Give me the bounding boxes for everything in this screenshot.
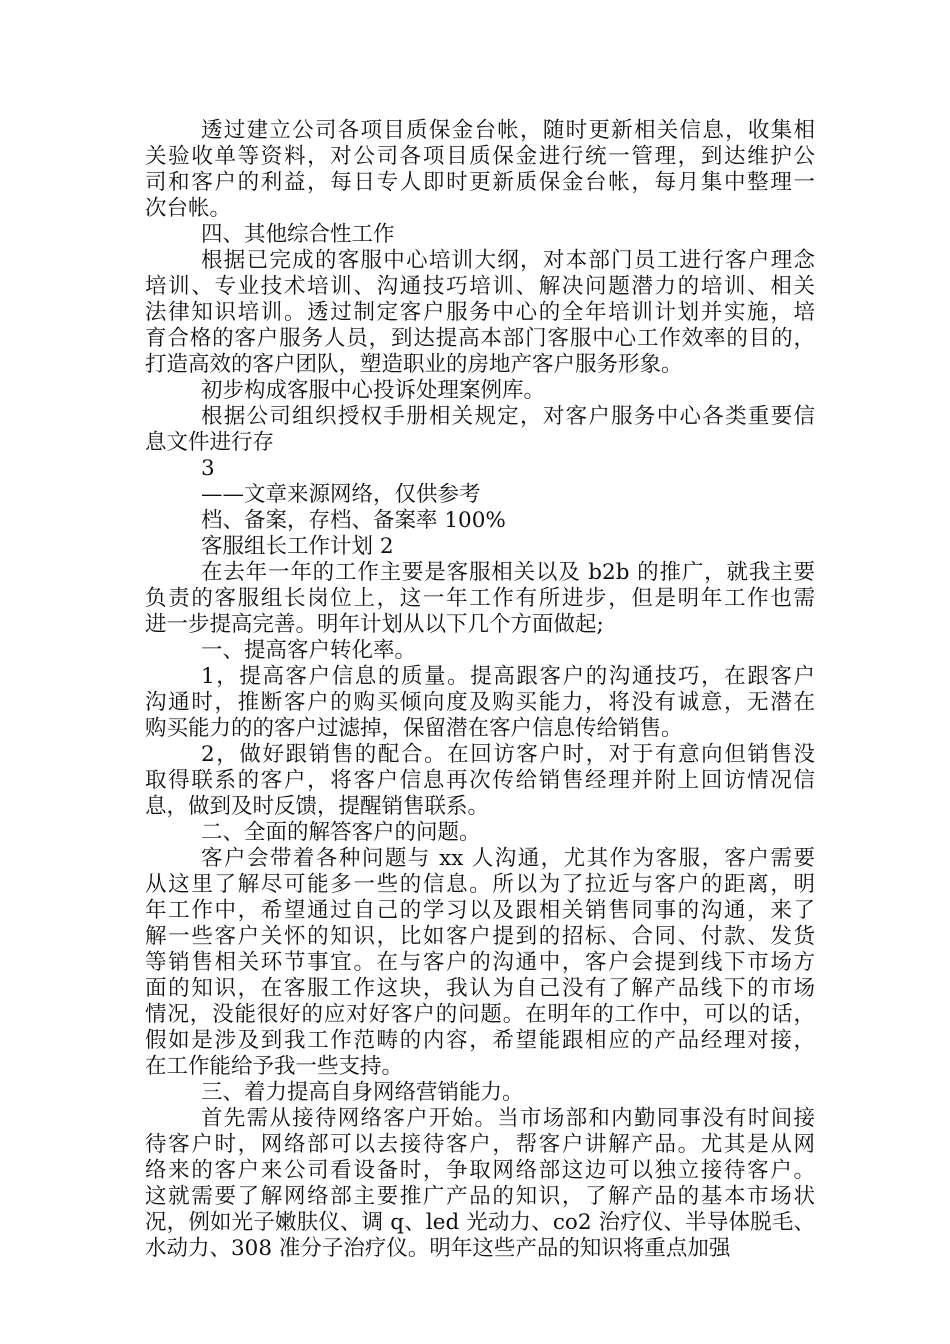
- text-line: 关验收单等资料，对公司各项目质保金进行统一管理，到达维护公: [145, 144, 815, 169]
- text-line: 购买能力的的客户过滤掉，保留潜在客户信息传给销售。: [145, 716, 683, 741]
- text-line: 打造高效的客户团队，塑造职业的房地产客户服务形象。: [145, 352, 683, 377]
- text-line: 沟通时，推断客户的购买倾向度及购买能力，将没有诚意，无潜在: [145, 690, 815, 715]
- text-line: 取得联系的客户，将客户信息再次传给销售经理并附上回访情况信: [145, 768, 815, 793]
- text-line: 负责的客服组长岗位上，这一年工作有所进步，但是明年工作也需: [145, 586, 815, 611]
- text-line: 透过建立公司各项目质保金台帐，随时更新相关信息，收集相: [201, 118, 815, 143]
- text-line: 况，例如光子嫩肤仪、调 q、led 光动力、co2 治疗仪、半导体脱毛、: [145, 1210, 815, 1235]
- section-heading: 四、其他综合性工作: [201, 222, 395, 247]
- text-line: 首先需从接待网络客户开始。当市场部和内勤同事没有时间接: [201, 1106, 815, 1131]
- text-line: 情况，没能很好的应对好客户的问题。在明年的工作中，可以的话，: [145, 1002, 815, 1027]
- text-line: 等销售相关环节事宜。在与客户的沟通中，客户会提到线下市场方: [145, 950, 815, 975]
- text-line: 解一些客户关怀的知识，比如客户提到的招标、合同、付款、发货: [145, 924, 815, 949]
- text-line: 面的知识，在客服工作这块，我认为自己没有了解产品线下的市场: [145, 976, 815, 1001]
- text-line: 息文件进行存: [145, 430, 275, 455]
- text-line: 息，做到及时反馈，提醒销售联系。: [145, 794, 490, 819]
- text-line: 档、备案，存档、备案率 100%: [201, 508, 506, 533]
- text-line: 初步构成客服中心投诉处理案例库。: [201, 378, 546, 403]
- page-number: 3: [201, 456, 215, 481]
- text-line: 育合格的客户服务人员，到达提高本部门客服中心工作效率的目的，: [145, 326, 815, 351]
- section-heading: 一、提高客户转化率。: [201, 638, 417, 663]
- text-line: 1，提高客户信息的质量。提高跟客户的沟通技巧，在跟客户: [201, 664, 815, 689]
- text-line: 进一步提高完善。明年计划从以下几个方面做起;: [145, 612, 604, 637]
- text-line: 这就需要了解网络部主要推广产品的知识，了解产品的基本市场状: [145, 1184, 815, 1209]
- section-heading: 二、全面的解答客户的问题。: [201, 820, 481, 845]
- text-line: 客户会带着各种问题与 xx 人沟通，尤其作为客服，客户需要: [201, 846, 815, 871]
- plan-title: 客服组长工作计划 2: [201, 534, 394, 559]
- text-line: 司和客户的利益，每日专人即时更新质保金台帐，每月集中整理一: [145, 170, 815, 195]
- text-line: 根据已完成的客服中心培训大纲，对本部门员工进行客户理念: [201, 248, 815, 273]
- text-line: 假如是涉及到我工作范畴的内容，希望能跟相应的产品经理对接，: [145, 1028, 815, 1053]
- document-body: [145, 118, 815, 1262]
- section-heading: 三、着力提高自身网络营销能力。: [201, 1080, 524, 1105]
- text-line: 在工作能给予我一些支持。: [145, 1054, 404, 1079]
- source-note: ——文章来源网络，仅供参考: [201, 482, 481, 507]
- text-line: 培训、专业技术培训、沟通技巧培训、解决问题潜力的培训、相关: [145, 274, 815, 299]
- text-line: 年工作中，希望通过自己的学习以及跟相关销售同事的沟通，来了: [145, 898, 815, 923]
- text-line: 法律知识培训。透过制定客户服务中心的全年培训计划并实施，培: [145, 300, 815, 325]
- text-line: 根据公司组织授权手册相关规定，对客户服务中心各类重要信: [201, 404, 815, 429]
- text-line: 2，做好跟销售的配合。在回访客户时，对于有意向但销售没: [201, 742, 815, 767]
- text-line: 从这里了解尽可能多一些的信息。所以为了拉近与客户的距离，明: [145, 872, 815, 897]
- text-line: 水动力、308 准分子治疗仪。明年这些产品的知识将重点加强: [145, 1236, 731, 1261]
- text-line: 次台帐。: [145, 196, 232, 221]
- text-line: 在去年一年的工作主要是客服相关以及 b2b 的推广，就我主要: [201, 560, 815, 585]
- text-line: 待客户时，网络部可以去接待客户，帮客户讲解产品。尤其是从网: [145, 1132, 815, 1157]
- text-line: 络来的客户来公司看设备时，争取网络部这边可以独立接待客户。: [145, 1158, 815, 1183]
